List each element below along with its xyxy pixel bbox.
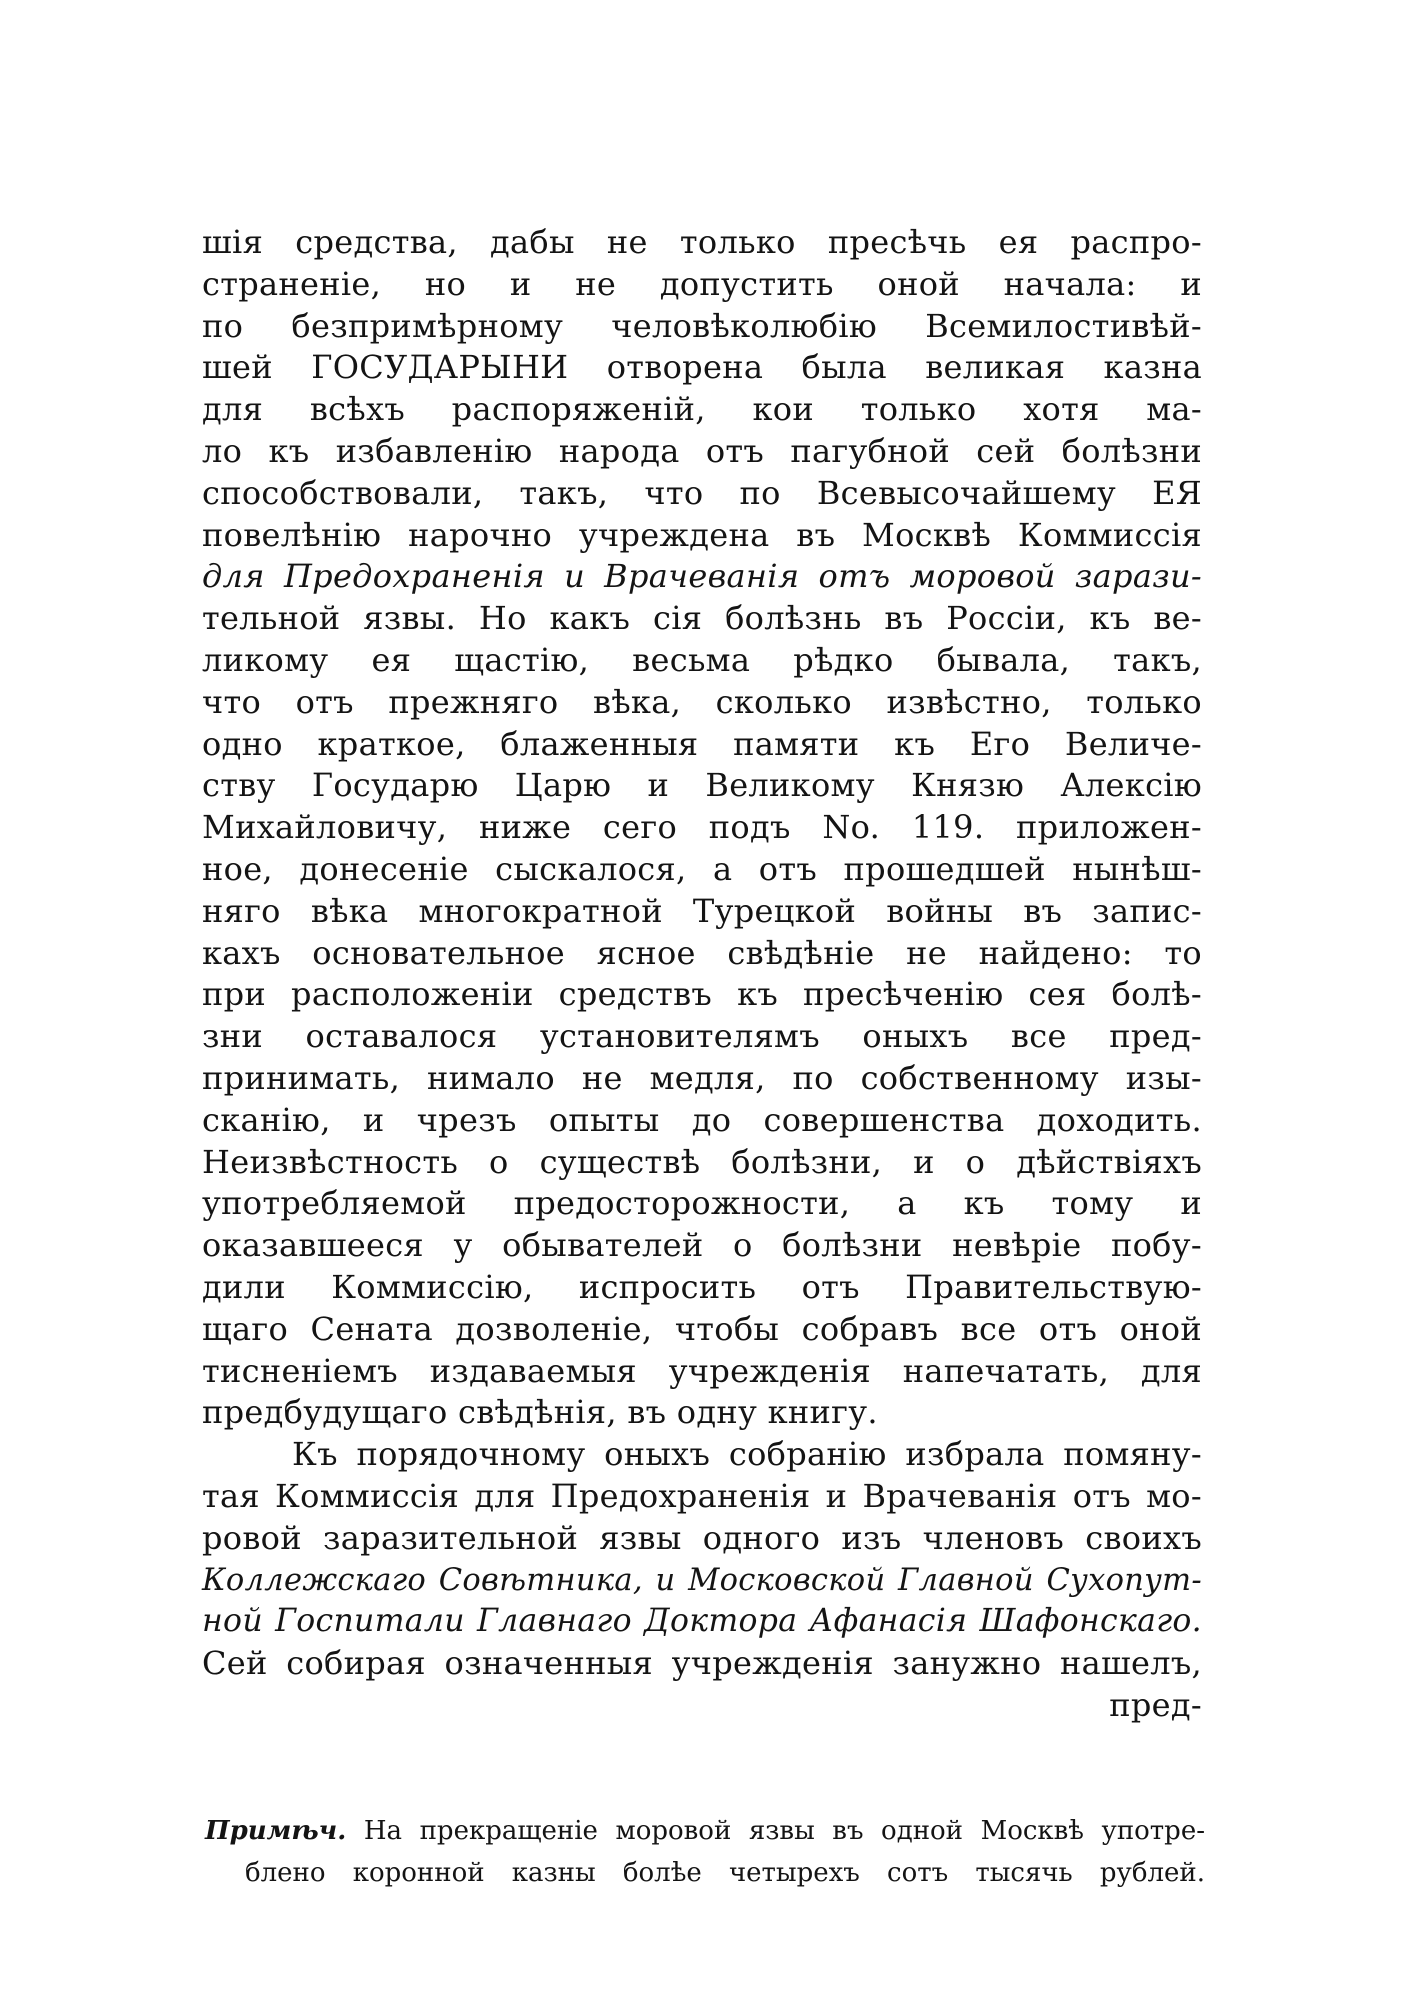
catchword: пред-	[1109, 1685, 1202, 1724]
text-line: щаго Сената дозволеніе, чтобы собравъ все отъ оной	[202, 1309, 1202, 1348]
text-line: шія средства, дабы не только пресѣчь ея распро-	[202, 223, 1202, 261]
text-line: ровой заразительной язвы одного изъ членовъ своихъ	[202, 1518, 1202, 1557]
text-line: няго вѣка многократной Турецкой войны въ запис-	[202, 891, 1202, 930]
text-line: ликому ея щастію, весьма рѣдко бывала, такъ,	[202, 640, 1202, 679]
text-line: тая Коммиссія для Предохраненія и Врачеванія отъ мо-	[202, 1476, 1202, 1515]
text-line: принимать, нимало не медля, по собственному изы-	[202, 1058, 1202, 1097]
text-line: шей ГОСУДАРЫНИ отворена была великая казна	[202, 348, 1202, 387]
text-line: ное, донесеніе сыскалося, а отъ прошедшей нынѣш-	[202, 849, 1202, 888]
text-line: Неизвѣстность о существѣ болѣзни, и о дѣйствіяхъ	[202, 1142, 1202, 1181]
text-line: по безпримѣрному человѣколюбію Всемилостивѣй-	[202, 306, 1202, 345]
text-line: Коллежскаго Совѣтника, и Московской Главной Сухопут-	[202, 1562, 1202, 1598]
text-line: оказавшееся у обывателей о болѣзни невѣріе побу-	[202, 1226, 1202, 1265]
text-line: для Предохраненія и Врачеванія отъ моровой зарази-	[202, 557, 1202, 596]
text-line: сканію, и чрезъ опыты до совершенства доходить.	[202, 1100, 1202, 1139]
text-line: страненіе, но и не допустить оной начала: и	[202, 264, 1202, 303]
text-line: Сей собирая означенныя учрежденія занужно нашелъ,	[202, 1644, 1202, 1683]
text-line: Михайловичу, ниже сего подъ No. 119. приложен-	[202, 808, 1202, 847]
text-line: употребляемой предосторожности, а къ тому и	[202, 1184, 1202, 1223]
footnote-label: Примѣч.	[205, 1816, 347, 1846]
footnote-line: блено коронной казны болѣе четырехъ сотъ тысячь рублей.	[245, 1858, 1205, 1888]
text-line: тельной язвы. Но какъ сія болѣзнь въ Россіи, къ ве-	[202, 599, 1202, 638]
body-text	[202, 222, 1202, 1727]
text-line: тисненіемъ издаваемыя учрежденія напечатать, для	[202, 1351, 1202, 1390]
text-line: Къ порядочному оныхъ собранію избрала помяну-	[292, 1435, 1202, 1474]
text-line: для всѣхъ распоряженій, кои только хотя ма-	[202, 390, 1202, 429]
text-line: зни оставалося установителямъ оныхъ все пред-	[202, 1017, 1202, 1056]
text-line: кахъ основательное ясное свѣдѣніе не найдено: то	[202, 933, 1202, 972]
text-line: ству Государю Царю и Великому Князю Алексію	[202, 766, 1202, 805]
text-line: при расположеніи средствъ къ пресѣченію сея болѣ-	[202, 975, 1202, 1014]
text-line: способствовали, такъ, что по Всевысочайшему ЕЯ	[202, 473, 1202, 512]
text-line: ло къ избавленію народа отъ пагубной сей болѣзни	[202, 431, 1202, 470]
text-line: предбудущаго свѣдѣнія, въ одну книгу.	[202, 1393, 878, 1432]
footnote	[205, 1810, 1205, 1894]
footnote-text: На прекращеніе моровой язвы въ одной Москвѣ употре-	[363, 1816, 1205, 1846]
text-line: дили Коммиссію, испросить отъ Правительствую-	[202, 1267, 1202, 1306]
text-line: что отъ прежняго вѣка, сколько извѣстно, только	[202, 682, 1202, 721]
text-line: повелѣнію нарочно учреждена въ Москвѣ Коммиссія	[202, 515, 1202, 554]
text-line: одно краткое, блаженныя памяти къ Его Величе-	[202, 724, 1202, 763]
footnote-line	[205, 1810, 1205, 1852]
text-line: ной Госпитали Главнаго Доктора Афанасія Шафонскаго.	[202, 1603, 1202, 1640]
